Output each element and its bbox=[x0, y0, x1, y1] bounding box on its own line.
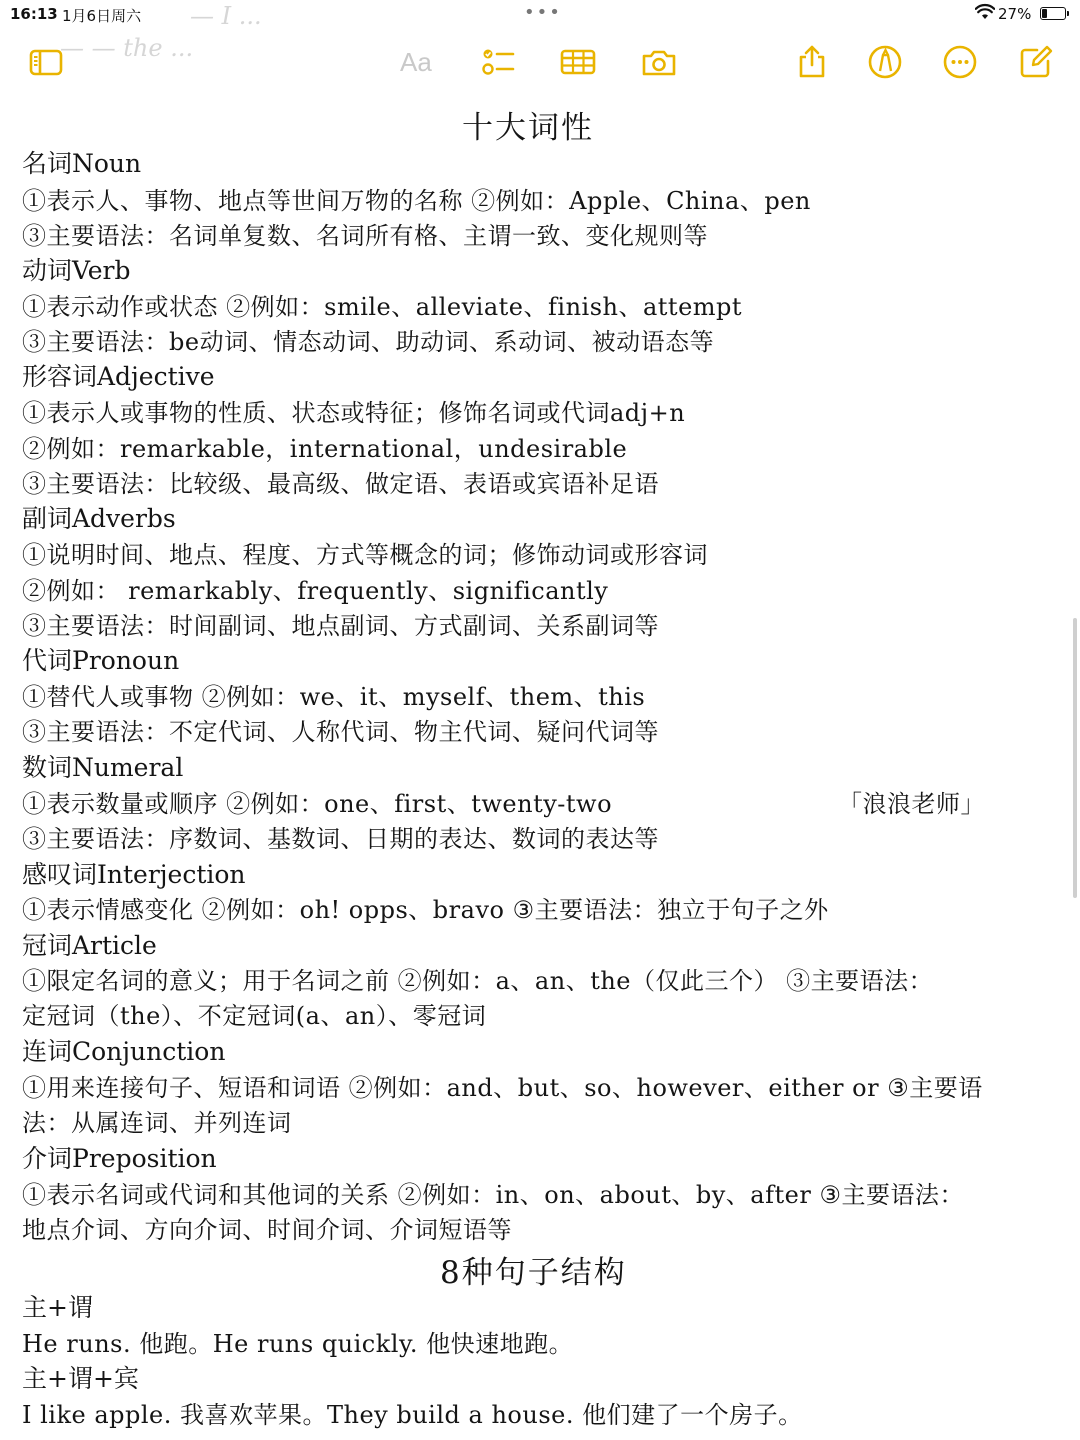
ghost-text-line-2: — — the ... bbox=[60, 34, 194, 62]
markup-pen-icon bbox=[866, 43, 904, 81]
battery-percent: 27% bbox=[998, 5, 1032, 23]
format-text-button[interactable]: Aa bbox=[400, 47, 432, 77]
checklist-button[interactable] bbox=[478, 42, 518, 82]
note-line-11: 副词Adverbs bbox=[22, 504, 176, 533]
camera-icon bbox=[640, 43, 678, 81]
note-line-3: ③主要语法：名词单复数、名词所有格、主谓一致、变化规则等 bbox=[22, 222, 708, 250]
note-line-28: 法：从属连词、并列连词 bbox=[22, 1109, 292, 1137]
structure-line-1: 主+谓 bbox=[22, 1293, 93, 1322]
share-icon bbox=[793, 43, 831, 81]
note-line-24: ①限定名词的意义；用于名词之前 ②例如：a、an、the（仅此三个） ③主要语法： bbox=[22, 967, 934, 995]
note-line-23: 冠词Article bbox=[22, 931, 157, 960]
note-line-26: 连词Conjunction bbox=[22, 1037, 226, 1066]
camera-button[interactable] bbox=[639, 42, 679, 82]
note-line-12: ①说明时间、地点、程度、方式等概念的词；修饰动词或形容词 bbox=[22, 541, 708, 569]
wifi-icon bbox=[975, 3, 995, 21]
note-line-27: ①用来连接句子、短语和词语 ②例如：and、but、so、however、either or ③主要语 bbox=[22, 1074, 983, 1102]
note-line-14: ③主要语法：时间副词、地点副词、方式副词、关系副词等 bbox=[22, 612, 659, 640]
note-line-18: 数词Numeral bbox=[22, 753, 184, 782]
watermark-signature: 「浪浪老师」 bbox=[838, 790, 985, 818]
sidebar-toggle-button[interactable] bbox=[26, 42, 66, 82]
note-line-19: ①表示数量或顺序 ②例如：one、first、twenty-two bbox=[22, 790, 613, 818]
note-line-31: 地点介词、方向介词、时间介词、介词短语等 bbox=[22, 1216, 512, 1244]
more-options-button[interactable] bbox=[940, 42, 980, 82]
share-button[interactable] bbox=[792, 42, 832, 82]
table-button[interactable] bbox=[558, 42, 598, 82]
note-line-9: ②例如：remarkable，international，undesirable bbox=[22, 435, 628, 463]
note-line-22: ①表示情感变化 ②例如：oh! opps、bravo ③主要语法：独立于句子之外 bbox=[22, 896, 829, 924]
note-title: 十大词性 bbox=[462, 110, 594, 146]
compose-icon bbox=[1017, 43, 1055, 81]
multitasking-dots[interactable]: ••• bbox=[524, 2, 562, 23]
note-line-15: 代词Pronoun bbox=[22, 646, 180, 675]
note-line-21: 感叹词Interjection bbox=[22, 860, 246, 889]
note-line-7: 形容词Adjective bbox=[22, 362, 215, 391]
battery-icon bbox=[1040, 7, 1066, 20]
structure-line-2: He runs. 他跑。He runs quickly. 他快速地跑。 bbox=[22, 1330, 574, 1358]
battery-tip bbox=[1067, 11, 1069, 16]
markup-button[interactable] bbox=[865, 42, 905, 82]
checklist-icon bbox=[479, 43, 517, 81]
battery-level-fill bbox=[1042, 9, 1047, 18]
note-subtitle: 8种句子结构 bbox=[440, 1255, 627, 1291]
sidebar-icon bbox=[27, 43, 65, 81]
note-line-6: ③主要语法：be动词、情态动词、助动词、系动词、被动语态等 bbox=[22, 328, 715, 356]
structure-line-3: 主+谓+宾 bbox=[22, 1364, 139, 1393]
note-line-20: ③主要语法：序数词、基数词、日期的表达、数词的表达等 bbox=[22, 825, 659, 853]
note-line-30: ①表示名词或代词和其他词的关系 ②例如：in、on、about、by、after ③主要语法： bbox=[22, 1181, 964, 1209]
structure-line-4: I like apple. 我喜欢苹果。They build a house. 他们建了一个房子。 bbox=[22, 1401, 803, 1429]
note-line-1: 名词Noun bbox=[22, 149, 142, 178]
note-line-16: ①替代人或事物 ②例如：we、it、myself、them、this bbox=[22, 683, 646, 711]
status-bar bbox=[0, 0, 1080, 30]
notes-toolbar bbox=[0, 38, 1080, 86]
note-line-8: ①表示人或事物的性质、状态或特征；修饰名词或代词adj+n bbox=[22, 399, 686, 427]
note-line-29: 介词Preposition bbox=[22, 1144, 217, 1173]
note-line-4: 动词Verb bbox=[22, 256, 131, 285]
status-time: 16:13 bbox=[10, 5, 58, 23]
status-date: 1月6日周六 bbox=[62, 7, 142, 25]
note-line-17: ③主要语法：不定代词、人称代词、物主代词、疑问代词等 bbox=[22, 718, 659, 746]
vertical-scrollbar[interactable] bbox=[1073, 618, 1077, 898]
note-line-10: ③主要语法：比较级、最高级、做定语、表语或宾语补足语 bbox=[22, 470, 659, 498]
note-line-13: ②例如： remarkably、frequently、significantly bbox=[22, 577, 609, 605]
note-line-25: 定冠词（the）、不定冠词(a、an）、零冠词 bbox=[22, 1002, 487, 1030]
compose-note-button[interactable] bbox=[1016, 42, 1056, 82]
table-icon bbox=[559, 43, 597, 81]
note-canvas[interactable] bbox=[0, 92, 1080, 1440]
note-line-5: ①表示动作或状态 ②例如：smile、alleviate、finish、attempt bbox=[22, 293, 743, 321]
ellipsis-icon bbox=[941, 43, 979, 81]
note-line-2: ①表示人、事物、地点等世间万物的名称 ②例如：Apple、China、pen bbox=[22, 187, 811, 215]
ghost-text-line-1: — I ... bbox=[190, 2, 262, 30]
